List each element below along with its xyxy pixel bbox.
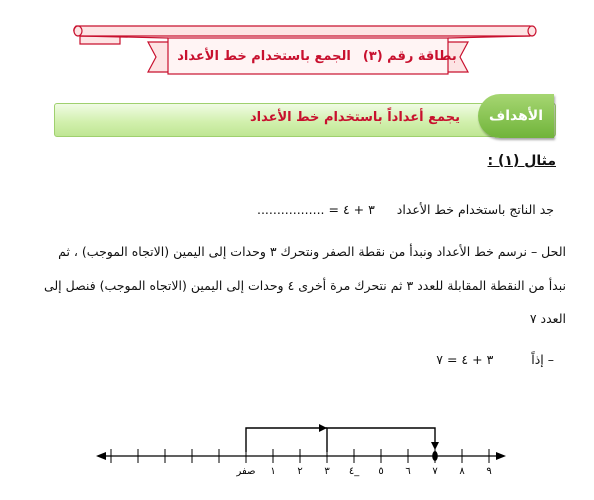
tick-label: ٩ [486,466,492,477]
question-line [257,202,554,217]
axis-arrow-left-icon [96,452,106,460]
card-topic: الجمع باستخدام خط الأعداد [177,48,351,64]
solution-line-1: الحل – نرسم خط الأعداد ونبدأ من نقطة الصفر ونتحرك ٣ وحدات إلى اليمين (الاتجاه الموجب) ، ثم [58,244,566,259]
tick-label: ٢ [297,466,303,477]
card-title [177,40,457,72]
tick-label: ٦ [405,466,411,477]
example-heading: مثال (١) : [487,153,556,169]
solution-line-2: نبدأ من النقطة المقابلة للعدد ٣ ثم نتحرك مرة أخرى ٤ وحدات إلى اليمين (الاتجاه الموجب) فنصل إلى [43,278,566,293]
result-prefix: – إذاً [531,352,554,367]
tick-label: صفر [236,466,256,477]
tick-label: ١ [270,466,276,477]
tick-label: ٨ [459,466,465,477]
tick-label: ٧ [432,466,438,477]
axis-arrow-right-icon [496,452,506,460]
tick-label: ٣ [324,466,330,477]
question-prefix: جد الناتج باستخدام خط الأعداد [396,202,554,217]
result-expression: ٣ + ٤ = ٧ [436,352,494,367]
second-jump-arrow [327,428,435,452]
first-jump-arrow [246,428,327,452]
result-line [436,352,554,367]
first-jump-arrowhead-icon [319,424,327,432]
second-jump-arrowhead-icon [431,442,439,450]
tick-label: ٤_ [348,466,360,477]
number-line [0,400,594,500]
result-point [432,451,438,461]
question-expression: ٣ + ٤ = ................. [256,202,375,217]
goals-tab: الأهداف [478,94,554,138]
card-number-label: بطاقة رقم (٣) [362,48,457,64]
tick-label: ٥ [378,466,384,477]
goals-text: يجمع أعداداً باستخدام خط الأعداد [249,110,460,125]
solution-line-3: العدد ٧ [529,311,566,326]
